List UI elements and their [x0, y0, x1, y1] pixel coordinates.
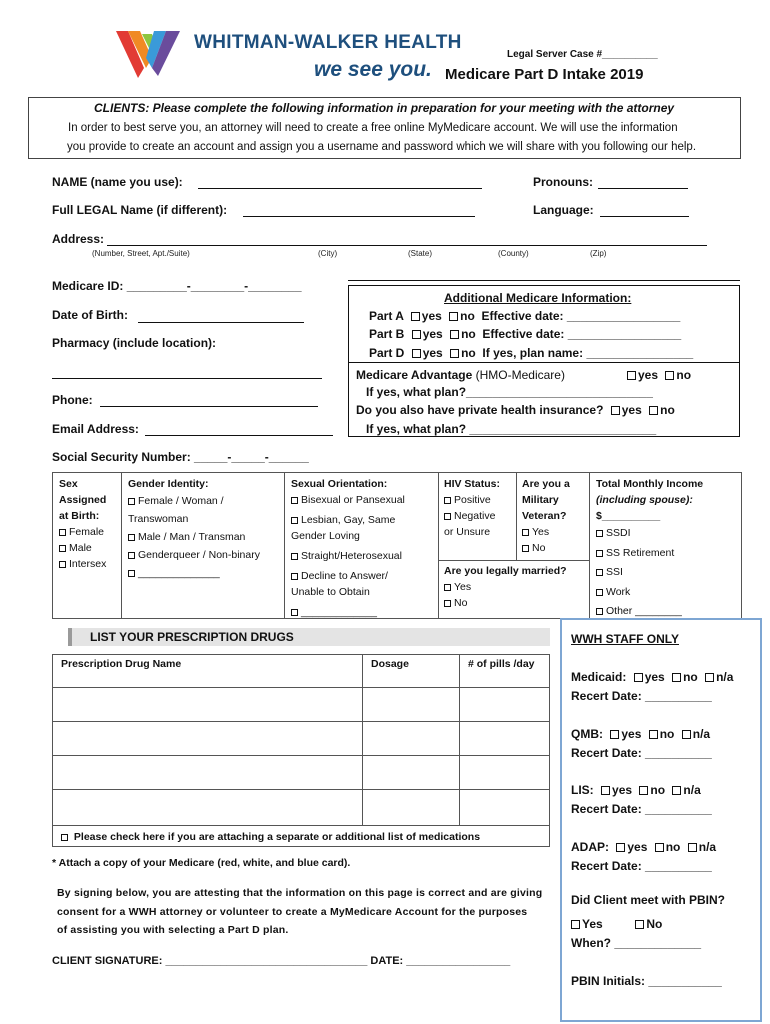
medicare-advantage-row: Medicare Advantage (HMO-Medicare) — [356, 368, 565, 382]
part-b-no-checkbox[interactable] — [450, 330, 459, 339]
qmb-recert-field[interactable]: Recert Date: __________ — [571, 746, 712, 760]
hiv-option-positive[interactable]: Positive — [444, 492, 495, 508]
language-input-line[interactable] — [600, 216, 689, 217]
rx-row[interactable] — [53, 687, 549, 721]
address-sublabels — [0, 249, 770, 261]
legal-name-input-line[interactable] — [243, 216, 475, 217]
military-options — [522, 524, 549, 556]
demographics-table — [52, 472, 742, 619]
demo-col-divider — [589, 473, 590, 618]
adap-row: ADAP: yes no n/a — [571, 840, 717, 854]
medicaid-yes-checkbox[interactable] — [634, 673, 643, 682]
rx-section-title: LIST YOUR PRESCRIPTION DRUGS — [90, 630, 294, 644]
pronouns-label: Pronouns: — [533, 175, 593, 189]
pbin-no-checkbox[interactable] — [635, 920, 644, 929]
sex-option-male[interactable]: Male — [59, 540, 106, 556]
medinfo-divider — [348, 362, 740, 363]
demo-col-divider — [516, 473, 517, 561]
pbin-initials-field[interactable]: PBIN Initials: ___________ — [571, 974, 722, 988]
qmb-yes-checkbox[interactable] — [610, 730, 619, 739]
phone-label: Phone: — [52, 393, 93, 407]
married-heading: Are you legally married? — [444, 565, 567, 577]
intro-text-line-2: you provide to create an account and assign you a username and password which we will share with you following our help. — [67, 141, 697, 153]
org-name: WHITMAN-WALKER HEALTH — [194, 32, 462, 53]
orientation-option-lgbt[interactable]: Lesbian, Gay, Same — [291, 512, 405, 528]
address-city-sublabel: (City) — [318, 249, 338, 258]
adap-no-checkbox[interactable] — [655, 843, 664, 852]
orientation-option-decline[interactable]: Decline to Answer/ — [291, 568, 405, 584]
language-label: Language: — [533, 203, 594, 217]
rx-row[interactable] — [53, 755, 549, 789]
orientation-heading: Sexual Orientation: — [291, 478, 388, 490]
sex-option-intersex[interactable]: Intersex — [59, 556, 106, 572]
intro-heading: CLIENTS: Please complete the following information in preparation for your meeting with the attorney — [94, 101, 675, 115]
address-input-line[interactable] — [107, 245, 707, 246]
email-label: Email Address: — [52, 422, 139, 436]
attach-meds-row: Please check here if you are attaching a separate or additional list of medications — [61, 831, 480, 843]
income-heading: Total Monthly Income — [596, 478, 704, 490]
gender-options — [128, 492, 260, 582]
lis-no-checkbox[interactable] — [639, 786, 648, 795]
income-option-work[interactable]: Work — [596, 583, 682, 603]
income-option-other[interactable]: Other ________ — [596, 602, 682, 622]
married-options — [444, 579, 471, 611]
rx-table-footer-rule — [53, 825, 549, 826]
private-no-checkbox[interactable] — [649, 406, 658, 415]
attestation-line-3: of assisting you with selecting a Part D plan. — [57, 924, 289, 936]
dob-input-line[interactable] — [138, 322, 304, 323]
gender-option-other[interactable]: ______________ — [128, 564, 260, 582]
part-d-no-checkbox[interactable] — [450, 349, 459, 358]
pharmacy-label: Pharmacy (include location): — [52, 336, 217, 350]
pbin-yes-checkbox[interactable] — [571, 920, 580, 929]
address-label: Address: — [52, 232, 105, 246]
address-street-sublabel: (Number, Street, Apt./Suite) — [92, 249, 190, 258]
part-d-yes-checkbox[interactable] — [412, 349, 421, 358]
advantage-plan-field[interactable]: If yes, what plan?____________________________ — [366, 385, 653, 399]
income-subheading: (including spouse): — [596, 494, 693, 506]
demo-col-divider — [438, 473, 439, 618]
income-amount-field[interactable]: $__________ — [596, 510, 661, 522]
rx-col-pills-header: # of pills /day — [468, 658, 535, 670]
gender-heading: Gender Identity: — [128, 478, 209, 490]
address-state-sublabel: (State) — [408, 249, 433, 258]
orientation-option-other[interactable]: _____________ — [291, 604, 405, 620]
demo-col-divider — [284, 473, 285, 618]
address-county-sublabel: (County) — [498, 249, 529, 258]
legal-server-case-field[interactable]: Legal Server Case #__________ — [507, 49, 658, 60]
orientation-options — [291, 492, 405, 620]
rx-col-dosage-header: Dosage — [371, 658, 409, 670]
part-a-effective-date[interactable]: Effective date: _________________ — [481, 309, 681, 323]
client-signature-field[interactable]: CLIENT SIGNATURE: _________________________________ DATE: _________________ — [52, 955, 511, 967]
rx-row[interactable] — [53, 789, 549, 825]
phone-input-line[interactable] — [100, 406, 318, 407]
part-d-row: Part D yes no If yes, plan name: ________________ — [369, 346, 694, 360]
sex-option-female[interactable]: Female — [59, 524, 106, 540]
qmb-row: QMB: yes no n/a — [571, 727, 711, 741]
gender-option-female[interactable]: Female / Woman / — [128, 492, 260, 510]
gender-option-male[interactable]: Male / Man / Transman — [128, 528, 260, 546]
part-a-yes-checkbox[interactable] — [411, 312, 420, 321]
name-label: NAME (name you use): — [52, 175, 183, 189]
part-a-no-checkbox[interactable] — [449, 312, 458, 321]
pbin-when-field[interactable]: When? _____________ — [571, 936, 702, 950]
orientation-option-decline-line2: Unable to Obtain — [291, 586, 370, 598]
whitman-walker-logo-mark — [114, 26, 184, 81]
staff-only-title: WWH STAFF ONLY — [571, 632, 679, 646]
rx-col-name-header: Prescription Drug Name — [61, 658, 182, 670]
orientation-option-straight[interactable]: Straight/Heterosexual — [291, 548, 405, 568]
email-input-line[interactable] — [145, 435, 333, 436]
medicaid-no-checkbox[interactable] — [672, 673, 681, 682]
tagline: we see you. — [314, 58, 432, 81]
attestation-line-1: By signing below, you are attesting that the information on this page is correct and are giving — [57, 887, 543, 899]
medinfo-top-rule — [348, 280, 740, 281]
rx-row[interactable] — [53, 721, 549, 755]
medinfo-title: Additional Medicare Information: — [444, 291, 632, 305]
pronouns-input-line[interactable] — [598, 188, 688, 189]
sex-heading: Sex Assigned at Birth: — [59, 478, 107, 522]
part-a-row: Part A yes no Effective date: _________________ — [369, 309, 681, 323]
name-input-line[interactable] — [198, 188, 482, 189]
attach-meds-checkbox[interactable] — [61, 834, 68, 841]
adap-yes-checkbox[interactable] — [616, 843, 625, 852]
lis-na-checkbox[interactable] — [672, 786, 681, 795]
qmb-no-checkbox[interactable] — [649, 730, 658, 739]
sex-options — [59, 524, 106, 572]
gender-option-nonbinary[interactable]: Genderqueer / Non-binary — [128, 546, 260, 564]
prescription-table — [52, 654, 550, 847]
intro-text-line-1: In order to best serve you, an attorney will need to create a free online MyMedicare account. We will use the information — [68, 122, 678, 134]
income-options — [596, 524, 682, 622]
advantage-checkboxes: yes no — [623, 368, 691, 382]
private-yes-checkbox[interactable] — [611, 406, 620, 415]
military-option-no[interactable]: No — [522, 540, 549, 556]
advantage-no-checkbox[interactable] — [665, 371, 674, 380]
lis-row: LIS: yes no n/a — [571, 783, 701, 797]
married-option-no[interactable]: No — [444, 595, 471, 611]
pbin-question: Did Client meet with PBIN? — [571, 893, 726, 907]
advantage-yes-checkbox[interactable] — [627, 371, 636, 380]
military-heading: Are you a Military Veteran? — [522, 478, 570, 522]
gender-option-transwoman-line: Transwoman — [128, 513, 189, 525]
medicare-id-field[interactable]: Medicare ID: _________-________-________ — [52, 279, 302, 293]
legal-name-label: Full LEGAL Name (if different): — [52, 203, 228, 217]
demo-row-divider — [438, 560, 589, 561]
hiv-option-negative[interactable]: Negative — [444, 508, 495, 524]
address-zip-sublabel: (Zip) — [590, 249, 607, 258]
income-option-ssi[interactable]: SSI — [596, 563, 682, 583]
dob-label: Date of Birth: — [52, 308, 128, 322]
medicaid-na-checkbox[interactable] — [705, 673, 714, 682]
hiv-heading: HIV Status: — [444, 478, 501, 490]
medicare-card-note: * Attach a copy of your Medicare (red, white, and blue card). — [52, 857, 351, 869]
married-option-yes[interactable]: Yes — [444, 579, 471, 595]
hiv-option-unsure-line: or Unsure — [444, 526, 491, 538]
income-option-ssdi[interactable]: SSDI — [596, 524, 682, 544]
document-title: Medicare Part D Intake 2019 — [445, 66, 644, 83]
adap-recert-field[interactable]: Recert Date: __________ — [571, 859, 712, 873]
part-d-plan-name[interactable]: If yes, plan name: ________________ — [482, 346, 694, 360]
pharmacy-input-line[interactable] — [52, 378, 322, 379]
part-b-yes-checkbox[interactable] — [412, 330, 421, 339]
military-option-yes[interactable]: Yes — [522, 524, 549, 540]
orientation-option-bisexual[interactable]: Bisexual or Pansexual — [291, 492, 405, 512]
hiv-options — [444, 492, 495, 540]
qmb-na-checkbox[interactable] — [682, 730, 691, 739]
lis-yes-checkbox[interactable] — [601, 786, 610, 795]
attestation-line-2: consent for a WWH attorney or volunteer to create a MyMedicare Account for the purposes — [57, 906, 528, 918]
part-b-row: Part B yes no Effective date: _________________ — [369, 327, 682, 341]
income-option-ss-retirement[interactable]: SS Retirement — [596, 544, 682, 564]
medicaid-recert-field[interactable]: Recert Date: __________ — [571, 689, 712, 703]
ssn-field[interactable]: Social Security Number: _____-_____-______ — [52, 450, 309, 464]
adap-na-checkbox[interactable] — [688, 843, 697, 852]
private-plan-field[interactable]: If yes, what plan? ____________________________ — [366, 422, 657, 436]
private-insurance-row: Do you also have private health insurance? yes no — [356, 403, 675, 417]
part-b-effective-date[interactable]: Effective date: _________________ — [482, 327, 682, 341]
demo-col-divider — [121, 473, 122, 618]
pbin-options: Yes No — [571, 917, 662, 931]
orientation-option-lgbt-line2: Gender Loving — [291, 530, 360, 542]
lis-recert-field[interactable]: Recert Date: __________ — [571, 802, 712, 816]
medicaid-row: Medicaid: yes no n/a — [571, 670, 734, 684]
